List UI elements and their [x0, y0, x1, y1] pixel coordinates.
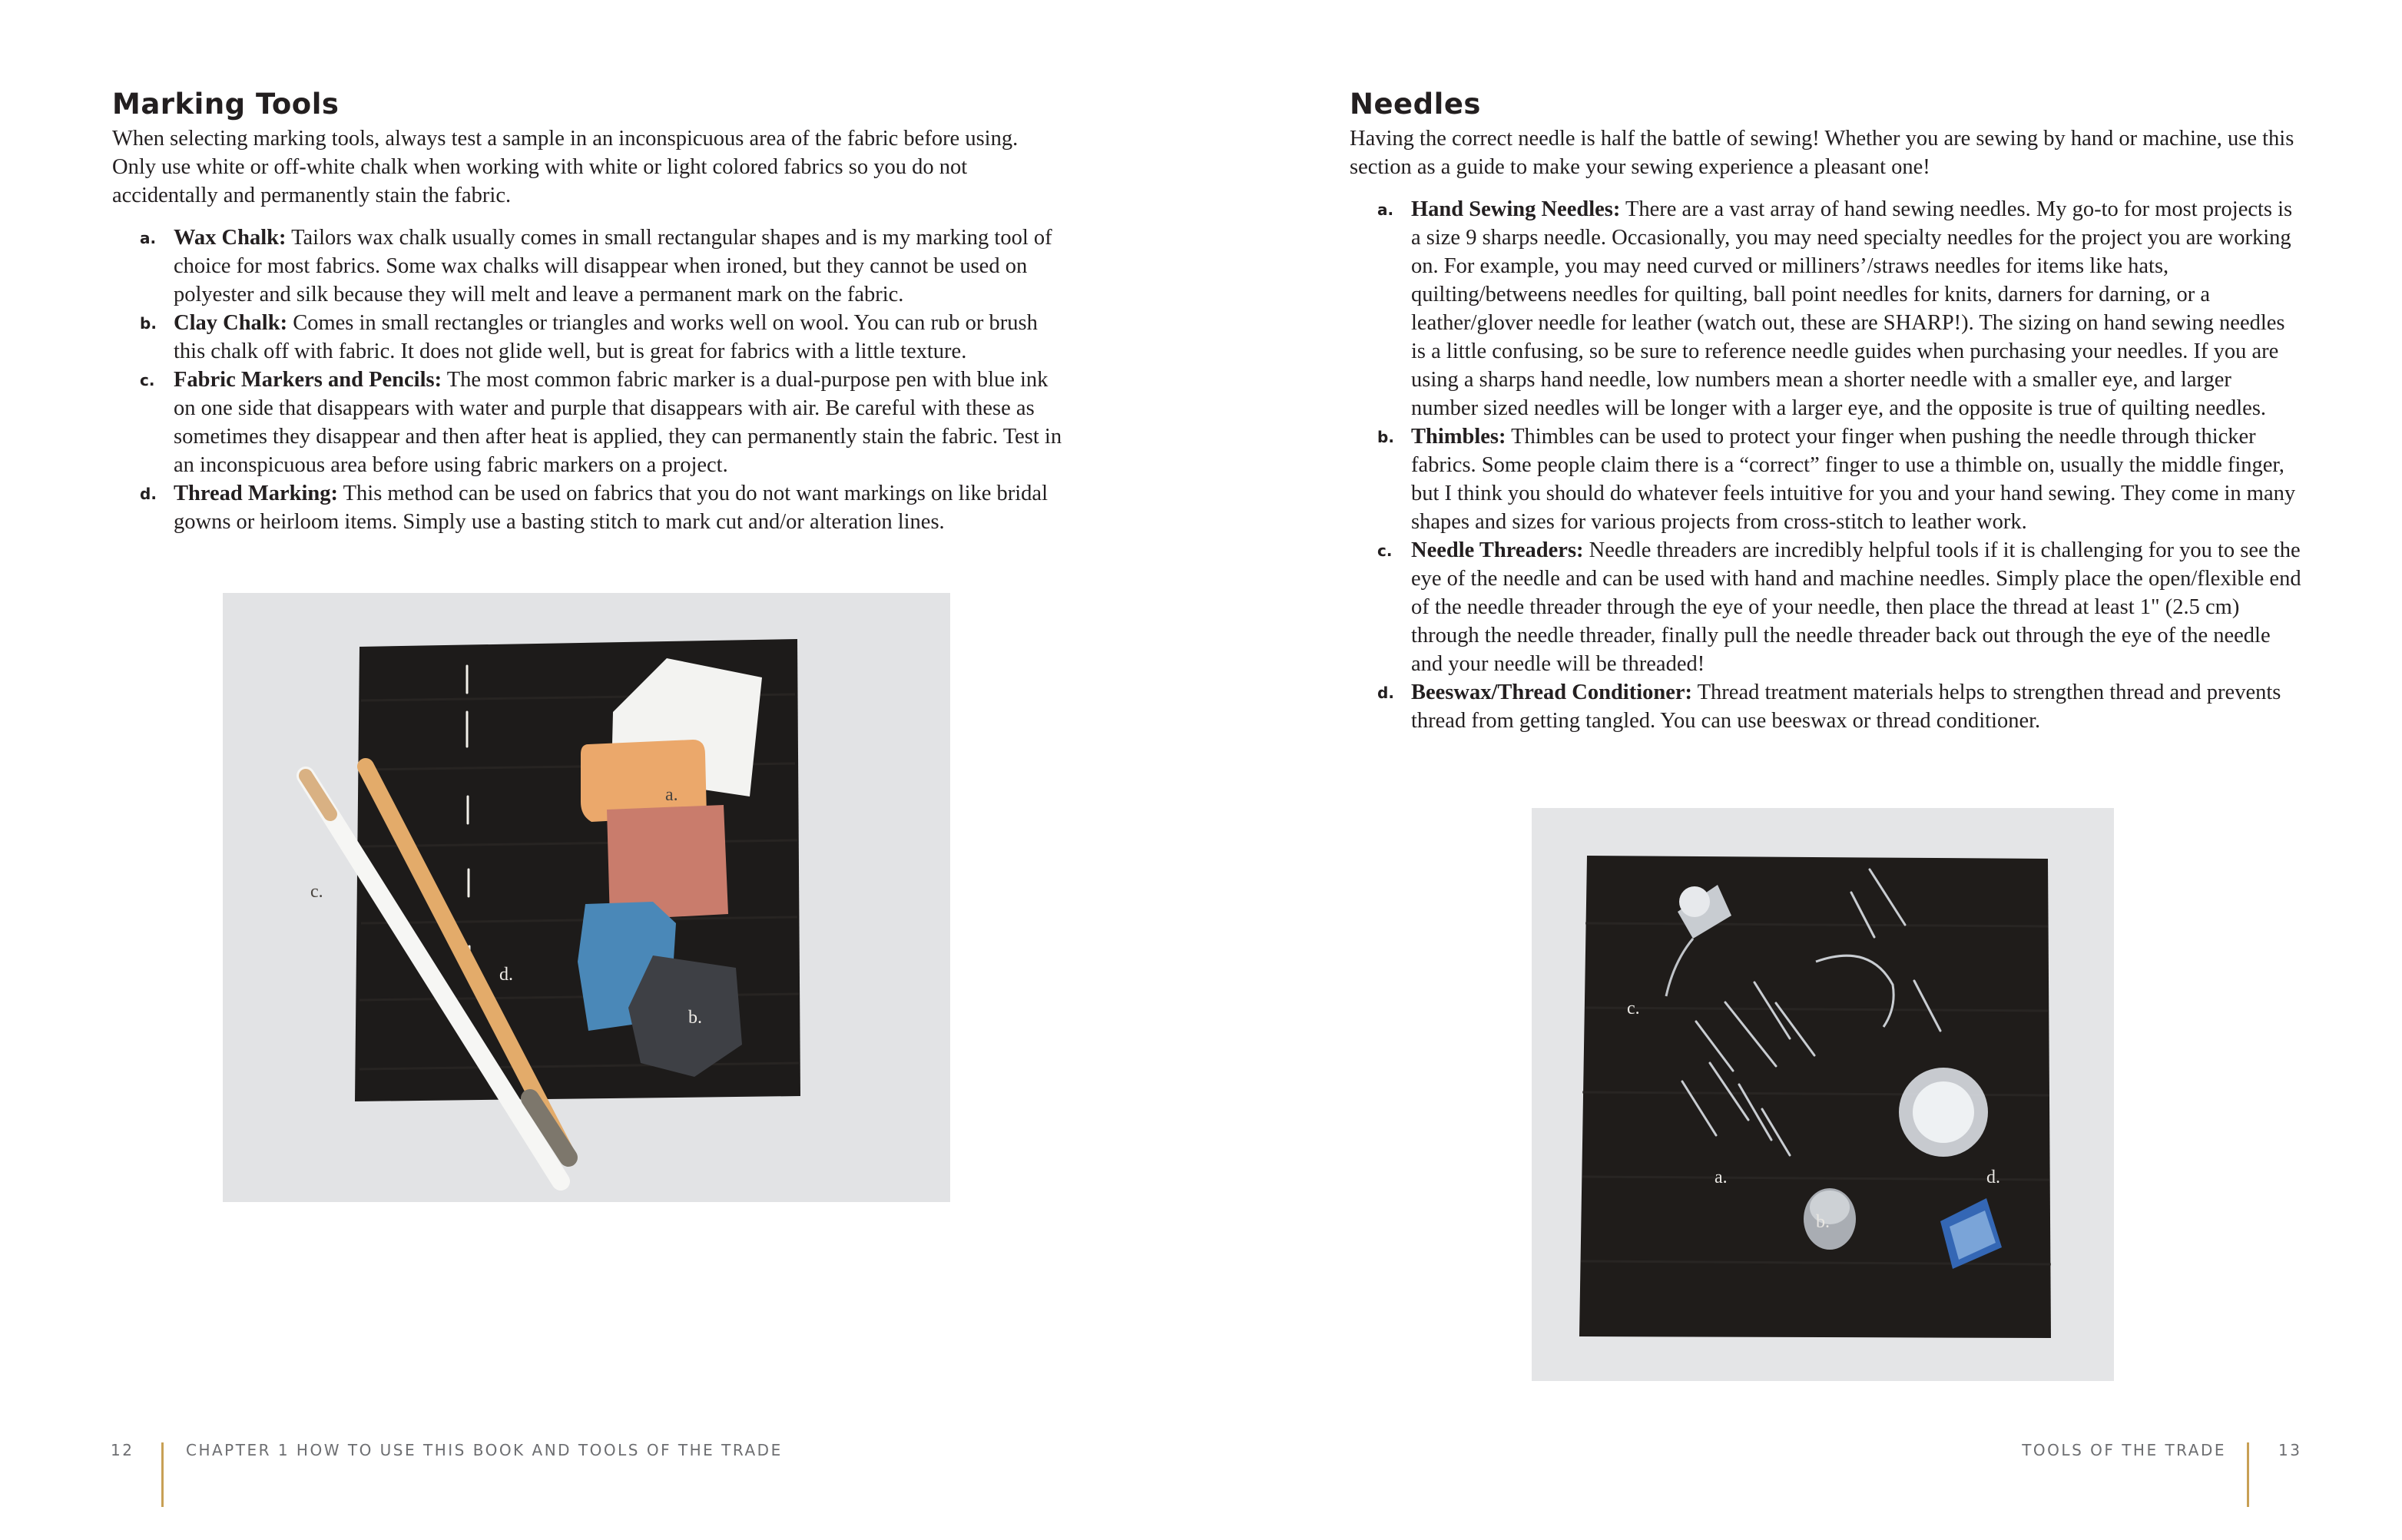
- marking-tools-illustration: [223, 593, 950, 1202]
- term-fabric-markers: Fabric Markers and Pencils:: [174, 368, 442, 392]
- list-marker: b.: [140, 314, 157, 333]
- term-thimbles: Thimbles:: [1411, 425, 1506, 449]
- marking-tools-list: [112, 224, 1065, 536]
- section-title-marking-tools: Marking Tools: [112, 88, 340, 121]
- list-item-wax-chalk: [112, 224, 1065, 309]
- photo-label-c: c.: [310, 882, 323, 902]
- photo-label-a: a.: [1715, 1167, 1728, 1187]
- running-head-right: TOOLS OF THE TRADE: [2022, 1441, 2226, 1459]
- marking-tools-intro: When selecting marking tools, always test a sample in an inconspicuous area of the fabric before using. Only use white or off-white chalk when working with white or light colored fabrics so you do not accidentally and permanently stain the fabric.: [112, 127, 1019, 207]
- list-marker: d.: [1377, 684, 1394, 702]
- right-page: [1201, 0, 2401, 1540]
- page-number-left: 12: [111, 1441, 134, 1459]
- list-item-fabric-markers: [112, 366, 1065, 479]
- term-clay-chalk: Clay Chalk:: [174, 311, 288, 335]
- item-text: Thimbles can be used to protect your finger when pushing the needle through thicker fabrics. Some people claim there is a “correct” finger to use a thimble on, usually the middle finger, but I think you should do whatever feels intuitive for you and your hand sewing. They come in many shapes and sizes for various projects from cross-stitch to leather work.: [1411, 425, 2296, 534]
- list-item-clay-chalk: [112, 309, 1065, 366]
- list-marker: b.: [1377, 428, 1394, 446]
- needles-photo: [1532, 808, 2114, 1381]
- term-beeswax: Beeswax/Thread Conditioner:: [1411, 681, 1693, 704]
- term-hand-sewing-needles: Hand Sewing Needles:: [1411, 197, 1621, 221]
- section-title-needles: Needles: [1350, 88, 1481, 121]
- photo-label-d: d.: [1986, 1167, 2000, 1187]
- list-item-thimbles: [1350, 422, 2302, 536]
- needles-intro: Having the correct needle is half the battle of sewing! Whether you are sewing by hand or machine, use this section as a guide to make your sewing experience a pleasant one!: [1350, 127, 2294, 179]
- needles-list: [1350, 195, 2302, 735]
- item-text: This method can be used on fabrics that you do not want markings on like bridal gowns or heirloom items. Simply use a basting stitch to mark cut and/or alteration lines.: [174, 482, 1048, 534]
- list-marker: d.: [140, 485, 157, 503]
- needles-illustration: [1532, 808, 2114, 1381]
- photo-label-a: a.: [665, 785, 678, 805]
- photo-label-c: c.: [1627, 999, 1640, 1018]
- term-wax-chalk: Wax Chalk:: [174, 226, 287, 250]
- running-head-left: CHAPTER 1 HOW TO USE THIS BOOK AND TOOLS OF THE TRADE: [186, 1441, 783, 1459]
- photo-label-d: d.: [499, 965, 513, 985]
- term-thread-marking: Thread Marking:: [174, 482, 339, 505]
- marking-tools-photo: [223, 593, 950, 1202]
- item-text: Needle threaders are incredibly helpful tools if it is challenging for you to see the eye of the needle and can be used with hand and machine needles. Simply place the open/flexible end of the needle threader through the eye of your needle, then place the thread at least 1" (2.5 cm) through the needle threader, finally pull the needle threader back out through the eye of the needle and your needle will be threaded!: [1411, 538, 2301, 676]
- term-needle-threaders: Needle Threaders:: [1411, 538, 1584, 562]
- footer-rule-left: [161, 1442, 164, 1507]
- list-item-thread-marking: [112, 479, 1065, 536]
- list-marker: c.: [1377, 541, 1393, 560]
- page-number-right: 13: [2278, 1441, 2302, 1459]
- list-marker: c.: [140, 371, 155, 389]
- item-text: Comes in small rectangles or triangles and works well on wool. You can rub or brush this chalk off with fabric. It does not glide well, but is great for fabrics with a little texture.: [174, 311, 1038, 363]
- item-text: Tailors wax chalk usually comes in small rectangular shapes and is my marking tool of choice for most fabrics. Some wax chalks will disappear when ironed, but they cannot be used on polyester and silk because they will melt and leave a permanent mark on the fabric.: [174, 226, 1052, 306]
- photo-label-b: b.: [688, 1008, 702, 1028]
- item-text: There are a vast array of hand sewing needles. My go-to for most projects is a size 9 sharps needle. Occasionally, you may need specialty needles for the project you are working on. For example, you may need curved or milliners’/straws needles for items like hats, quilting/betweens needles for quilting, ball point needles for knits, darners for darning, or a leather/glover needle for leather (watch out, these are SHARP!). The sizing on hand sewing needles is a little confusing, so be sure to reference needle guides when purchasing your needles. If you are using a sharps hand needle, low numbers mean a shorter needle with a smaller eye, and larger number sized needles will be longer with a larger eye, and the opposite is true of quilting needles.: [1411, 197, 2293, 420]
- photo-label-b: b.: [1816, 1212, 1830, 1232]
- list-marker: a.: [140, 229, 157, 247]
- footer-rule-right: [2247, 1442, 2249, 1507]
- item-text: Thread treatment materials helps to strengthen thread and prevents thread from getting tangled. You can use beeswax or thread conditioner.: [1411, 681, 2281, 733]
- list-item-hand-sewing-needles: [1350, 195, 2302, 422]
- list-item-needle-threaders: [1350, 536, 2302, 678]
- list-item-beeswax: [1350, 678, 2302, 735]
- list-marker: a.: [1377, 200, 1394, 219]
- item-text: The most common fabric marker is a dual-purpose pen with blue ink on one side that disappears with water and purple that disappears with air. Be careful with these as sometimes they disappear and then after heat is applied, they can permanently stain the fabric. Test in an inconspicuous area before using fabric markers on a project.: [174, 368, 1062, 477]
